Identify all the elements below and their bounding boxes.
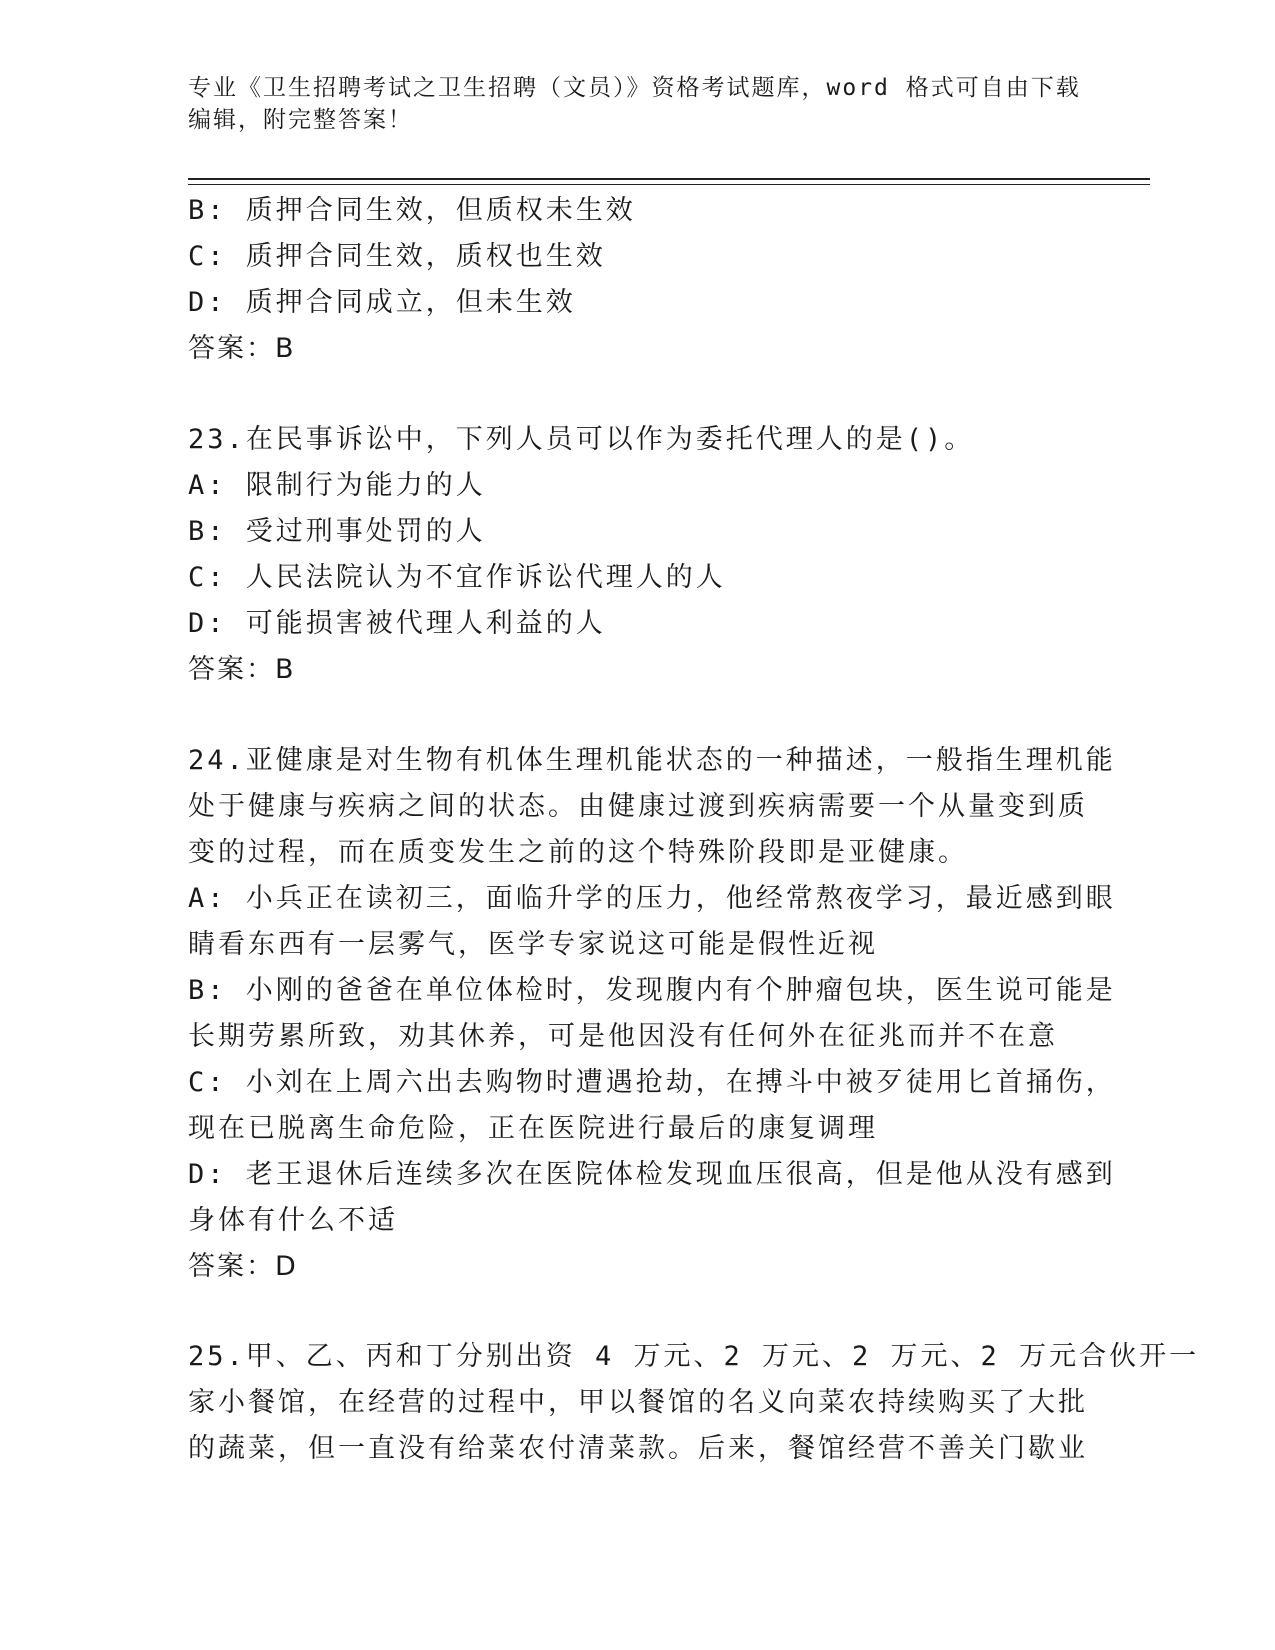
question-23 (188, 417, 1088, 693)
document-body (188, 188, 1200, 1472)
header-line-2: 编辑，附完整答案！ (188, 107, 413, 133)
option-d-line-1: D: 老王退休后连续多次在医院体检发现血压很高，但是他从没有感到 (188, 1159, 1116, 1190)
question-stem-line: 变的过程，而在质变发生之前的这个特殊阶段即是亚健康。 (188, 837, 968, 868)
answer-label: 答案：B (188, 333, 296, 364)
header-divider-thick (188, 178, 1150, 180)
header-divider-thin (188, 184, 1150, 185)
option-b-line-1: B: 小刚的爸爸在单位体检时，发现腹内有个肿瘤包块，医生说可能是 (188, 975, 1116, 1006)
question-25 (188, 1334, 1200, 1472)
option-d: D: 质押合同成立，但未生效 (188, 287, 576, 318)
answer-label: 答案：D (188, 1251, 298, 1282)
question-stem-line: 24.亚健康是对生物有机体生理机能状态的一种描述，一般指生理机能 (188, 745, 1116, 776)
question-stem-line: 处于健康与疾病之间的状态。由健康过渡到疾病需要一个从量变到质 (188, 791, 1088, 822)
question-24 (188, 738, 1116, 1290)
option-c: C: 人民法院认为不宜作诉讼代理人的人 (188, 562, 726, 593)
option-a: A: 限制行为能力的人 (188, 470, 486, 501)
option-d: D: 可能损害被代理人利益的人 (188, 608, 606, 639)
question-stem-line: 家小餐馆，在经营的过程中，甲以餐馆的名义向菜农持续购买了大批 (188, 1387, 1088, 1418)
option-a-line-1: A: 小兵正在读初三，面临升学的压力，他经常熬夜学习，最近感到眼 (188, 883, 1116, 914)
option-b: B: 受过刑事处罚的人 (188, 516, 486, 547)
header-line-1: 专业《卫生招聘考试之卫生招聘（文员）》资格考试题库，word 格式可自由下载 (188, 75, 1081, 101)
answer-label: 答案：B (188, 654, 296, 685)
option-b: B: 质押合同生效，但质权未生效 (188, 195, 636, 226)
option-a-line-2: 睛看东西有一层雾气，医学专家说这可能是假性近视 (188, 929, 878, 960)
question-stem-line: 25.甲、乙、丙和丁分别出资 4 万元、2 万元、2 万元、2 万元合伙开一 (188, 1341, 1200, 1372)
document-header (188, 72, 1088, 136)
option-d-line-2: 身体有什么不适 (188, 1205, 398, 1236)
option-c-line-2: 现在已脱离生命危险，正在医院进行最后的康复调理 (188, 1113, 878, 1144)
option-b-line-2: 长期劳累所致，劝其休养，可是他因没有任何外在征兆而并不在意 (188, 1021, 1058, 1052)
question-22-continued (188, 188, 1088, 372)
question-stem: 23.在民事诉讼中，下列人员可以作为委托代理人的是()。 (188, 424, 975, 455)
option-c: C: 质押合同生效，质权也生效 (188, 241, 606, 272)
question-stem-line: 的蔬菜，但一直没有给菜农付清菜款。后来，餐馆经营不善关门歇业 (188, 1433, 1088, 1464)
option-c-line-1: C: 小刘在上周六出去购物时遭遇抢劫，在搏斗中被歹徒用匕首捅伤， (188, 1067, 1116, 1098)
